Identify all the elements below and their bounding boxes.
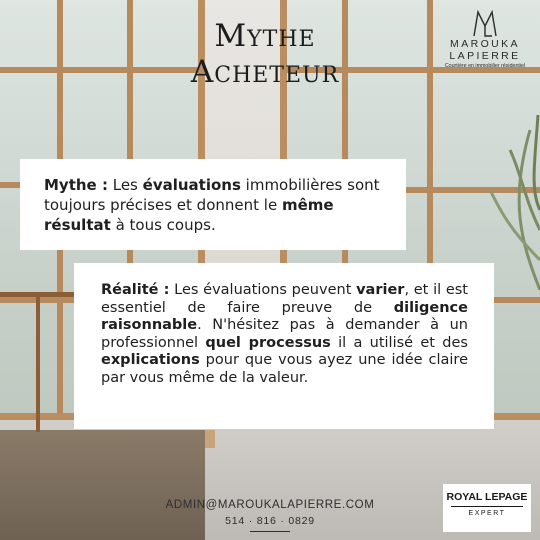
logo-name-line-1: MAROUKA <box>450 38 520 50</box>
logo-name-line-2: LAPIERRE <box>449 50 521 62</box>
brokerage-divider <box>451 506 523 507</box>
title-line-2: Acheteur <box>190 54 340 90</box>
ml-monogram-icon <box>470 8 500 38</box>
myth-card <box>20 159 406 250</box>
brokerage-logo <box>443 484 531 532</box>
page-title <box>145 18 385 90</box>
myth-text-1: Les <box>107 176 143 194</box>
reality-bold-2: diligence raisonnable <box>101 299 468 333</box>
logo-tagline: Courtière en immobilier résidentiel <box>444 63 526 69</box>
title-line-1: Mythe <box>214 18 316 54</box>
reality-card <box>74 263 494 429</box>
myth-text-2: immobilières sont toujours précises et donnent le <box>44 176 380 214</box>
reality-bold-1: varier <box>356 282 405 298</box>
myth-label: Mythe : <box>44 176 108 194</box>
handrail-post <box>36 292 40 432</box>
myth-text-3: à tous coups. <box>110 216 216 234</box>
reality-text-5: pour que vous ayez une idée claire par vous même de la valeur. <box>101 352 468 386</box>
reality-bold-3: quel processus <box>205 334 331 351</box>
phone-link[interactable]: 514 · 816 · 0829 <box>225 515 315 527</box>
reality-label: Réalité : <box>101 282 170 298</box>
reality-text-3: . N'hésitez pas à demander à un professionnel <box>101 317 468 351</box>
myth-bold-2: même résultat <box>44 196 334 234</box>
reality-bold-4: explications <box>101 352 200 368</box>
handrail <box>0 292 80 297</box>
myth-bold-1: évaluations <box>142 176 241 194</box>
email-link[interactable]: ADMIN@MAROUKALAPIERRE.COM <box>165 499 375 511</box>
reality-text-2: , et il est essentiel de faire preuve de <box>101 282 468 316</box>
contact-divider <box>250 531 290 532</box>
reality-text-1: Les évaluations peuvent <box>169 282 357 298</box>
reality-text-4: il a utilisé et des <box>330 334 468 351</box>
brand-logo <box>436 8 534 70</box>
brokerage-tier: EXPERT <box>468 510 506 517</box>
contact-info <box>160 498 380 532</box>
brokerage-name: ROYAL LEPAGE <box>446 491 528 503</box>
